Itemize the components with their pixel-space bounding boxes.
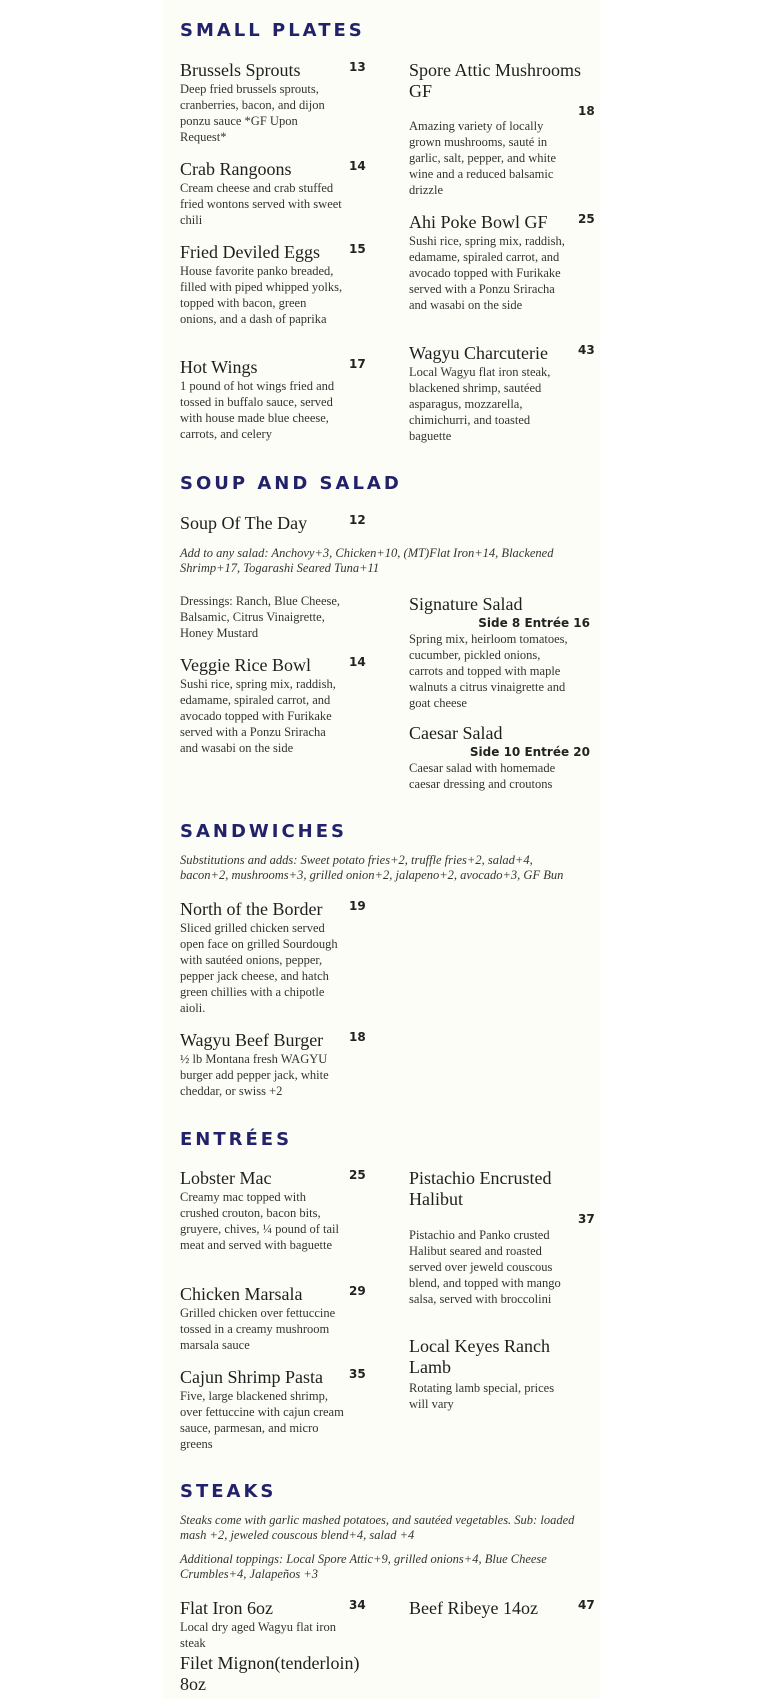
item-price: 18 — [578, 104, 595, 118]
menu-item-veggie-rice-bowl — [180, 655, 345, 756]
item-description: Amazing variety of locally grown mushrooms, sauté in garlic, salt, pepper, and white wine and a reduced balsamic drizzle — [409, 119, 557, 197]
item-price: 17 — [349, 357, 366, 371]
steak-toppings-note: Additional toppings: Local Spore Attic+9, grilled onions+4, Blue Cheese Crumbles+4, Jalapeños +3 — [180, 1552, 547, 1581]
item-name: Chicken Marsala — [180, 1284, 303, 1304]
section-title-steaks: STEAKS — [180, 1481, 277, 1502]
item-description: Deep fried brussels sprouts, cranberries, bacon, and dijon ponzu sauce *GF Upon Request* — [180, 82, 325, 144]
item-price: 25 — [349, 1168, 366, 1182]
item-price: 43 — [578, 343, 595, 357]
item-name: Caesar Salad — [409, 723, 503, 743]
item-price: 29 — [349, 1284, 366, 1298]
item-name: Brussels Sprouts — [180, 60, 301, 80]
item-name: Soup Of The Day — [180, 513, 308, 533]
item-price: 34 — [349, 1598, 366, 1612]
item-price: 14 — [349, 159, 366, 173]
item-name: Filet Mignon(tenderloin) 8oz — [180, 1653, 360, 1694]
menu-item-local-keyes-ranch-lamb — [409, 1336, 574, 1412]
item-description: House favorite panko breaded, filled with piped whipped yolks, topped with bacon, green onions, and a dash of paprika — [180, 264, 343, 326]
item-name: Beef Ribeye 14oz — [409, 1598, 538, 1618]
item-name: Flat Iron 6oz — [180, 1598, 273, 1618]
sandwich-substitutions-note: Substitutions and adds: Sweet potato fries+2, truffle fries+2, salad+4, bacon+2, mushrooms+3, grilled onion+2, jalapeno+2, avocado+3, GF Bun — [180, 853, 564, 882]
item-description: Spring mix, heirloom tomatoes, cucumber, pickled onions, carrots and topped with maple walnuts a citrus vinaigrette and goat cheese — [409, 632, 568, 710]
item-price: 35 — [349, 1367, 366, 1381]
menu-item-filet-mignon — [180, 1653, 380, 1695]
item-description: Five, large blackened shrimp, over fettuccine with cajun cream sauce, parmesan, and micro greens — [180, 1389, 344, 1451]
item-description: Rotating lamb special, prices will vary — [409, 1381, 555, 1411]
item-description: Sushi rice, spring mix, raddish, edamame, spiraled carrot, and avocado topped with Furikake served with a Ponzu Sriracha and wasabi on the side — [409, 234, 565, 312]
item-size-prices: Side 10 Entrée 20 — [469, 745, 590, 759]
item-name: Veggie Rice Bowl — [180, 655, 311, 675]
menu-item-crab-rangoons — [180, 159, 345, 228]
item-name: Wagyu Beef Burger — [180, 1030, 324, 1050]
menu-item-flat-iron — [180, 1598, 345, 1651]
item-price: 47 — [578, 1598, 595, 1612]
item-price: 12 — [349, 513, 366, 527]
menu-item-brussels-sprouts — [180, 60, 345, 145]
menu-item-pistachio-encrusted-halibut — [409, 1168, 574, 1210]
item-description: Sliced grilled chicken served open face on grilled Sourdough with sautéed onions, pepper, pepper jack cheese, and hatch green chillies with a chipotle aioli. — [180, 921, 338, 1015]
item-price: 14 — [349, 655, 366, 669]
item-name: Spore Attic Mushrooms GF — [409, 60, 582, 101]
menu-item-fried-deviled-eggs — [180, 242, 345, 327]
menu-item-caesar-salad — [409, 723, 594, 744]
item-description: Local Wagyu flat iron steak, blackened shrimp, sautéed asparagus, mozzarella, chimichurri, and toasted baguette — [409, 365, 551, 443]
menu-item-spore-attic-mushrooms — [409, 60, 594, 102]
menu-item-beef-ribeye — [409, 1598, 574, 1619]
item-description: Local dry aged Wagyu flat iron steak — [180, 1620, 336, 1650]
menu-item-soup-of-the-day — [180, 513, 345, 534]
item-name: Fried Deviled Eggs — [180, 242, 320, 262]
section-title-small-plates: SMALL PLATES — [180, 20, 365, 41]
item-name: Lobster Mac — [180, 1168, 272, 1188]
item-size-prices: Side 8 Entrée 16 — [478, 616, 590, 630]
menu-item-wagyu-charcuterie — [409, 343, 574, 444]
menu-item-lobster-mac — [180, 1168, 345, 1253]
item-description: Caesar salad with homemade caesar dressing and croutons — [409, 761, 556, 791]
item-description: 1 pound of hot wings fried and tossed in buffalo sauce, served with house made blue cheese, carrots, and celery — [180, 379, 335, 441]
item-name: Crab Rangoons — [180, 159, 292, 179]
item-name: North of the Border — [180, 899, 323, 919]
item-description: ½ lb Montana fresh WAGYU burger add pepper jack, white cheddar, or swiss +2 — [180, 1052, 329, 1098]
menu-item-north-of-the-border — [180, 899, 345, 1016]
menu-item-signature-salad — [409, 594, 594, 615]
steak-sides-note: Steaks come with garlic mashed potatoes, and sautéed vegetables. Sub: loaded mash +2, jeweled couscous blend+4, salad +4 — [180, 1513, 575, 1542]
item-price: 19 — [349, 899, 366, 913]
item-price: 13 — [349, 60, 366, 74]
section-title-soup-and-salad: SOUP AND SALAD — [180, 473, 402, 494]
item-description: Grilled chicken over fettuccine tossed in a creamy mushroom marsala sauce — [180, 1306, 336, 1352]
item-name: Wagyu Charcuterie — [409, 343, 548, 363]
item-name: Pistachio Encrusted Halibut — [409, 1168, 552, 1209]
item-description: Pistachio and Panko crusted Halibut seared and roasted served over jeweld couscous blend, and topped with mango salsa, served with broccolini — [409, 1228, 561, 1306]
menu-item-cajun-shrimp-pasta — [180, 1367, 345, 1452]
salad-addons-note: Add to any salad: Anchovy+3, Chicken+10, (MT)Flat Iron+14, Blackened Shrimp+17, Togarashi Seared Tuna+11 — [180, 546, 554, 575]
section-title-sandwiches: SANDWICHES — [180, 821, 347, 842]
item-price: 37 — [578, 1212, 595, 1226]
menu-item-wagyu-beef-burger — [180, 1030, 345, 1099]
dressings-list: Dressings: Ranch, Blue Cheese, Balsamic, Citrus Vinaigrette, Honey Mustard — [180, 594, 341, 640]
item-price: 25 — [578, 212, 595, 226]
item-description: Cream cheese and crab stuffed fried wontons served with sweet chili — [180, 181, 342, 227]
menu-item-chicken-marsala — [180, 1284, 345, 1353]
item-description: Sushi rice, spring mix, raddish, edamame, spiraled carrot, and avocado topped with Furikake served with a Ponzu Sriracha and wasabi on the side — [180, 677, 336, 755]
menu-item-ahi-poke-bowl — [409, 212, 574, 313]
item-name: Cajun Shrimp Pasta — [180, 1367, 323, 1387]
item-price: 15 — [349, 242, 366, 256]
item-name: Signature Salad — [409, 594, 523, 614]
item-name: Local Keyes Ranch Lamb — [409, 1336, 550, 1377]
item-description: Creamy mac topped with crushed crouton, bacon bits, gruyere, chives, ¼ pound of tail meat and served with baguette — [180, 1190, 339, 1252]
item-price: 18 — [349, 1030, 366, 1044]
menu-item-hot-wings — [180, 357, 345, 442]
item-name: Hot Wings — [180, 357, 258, 377]
section-title-entrees: ENTRÉES — [180, 1129, 293, 1150]
item-name: Ahi Poke Bowl GF — [409, 212, 548, 232]
